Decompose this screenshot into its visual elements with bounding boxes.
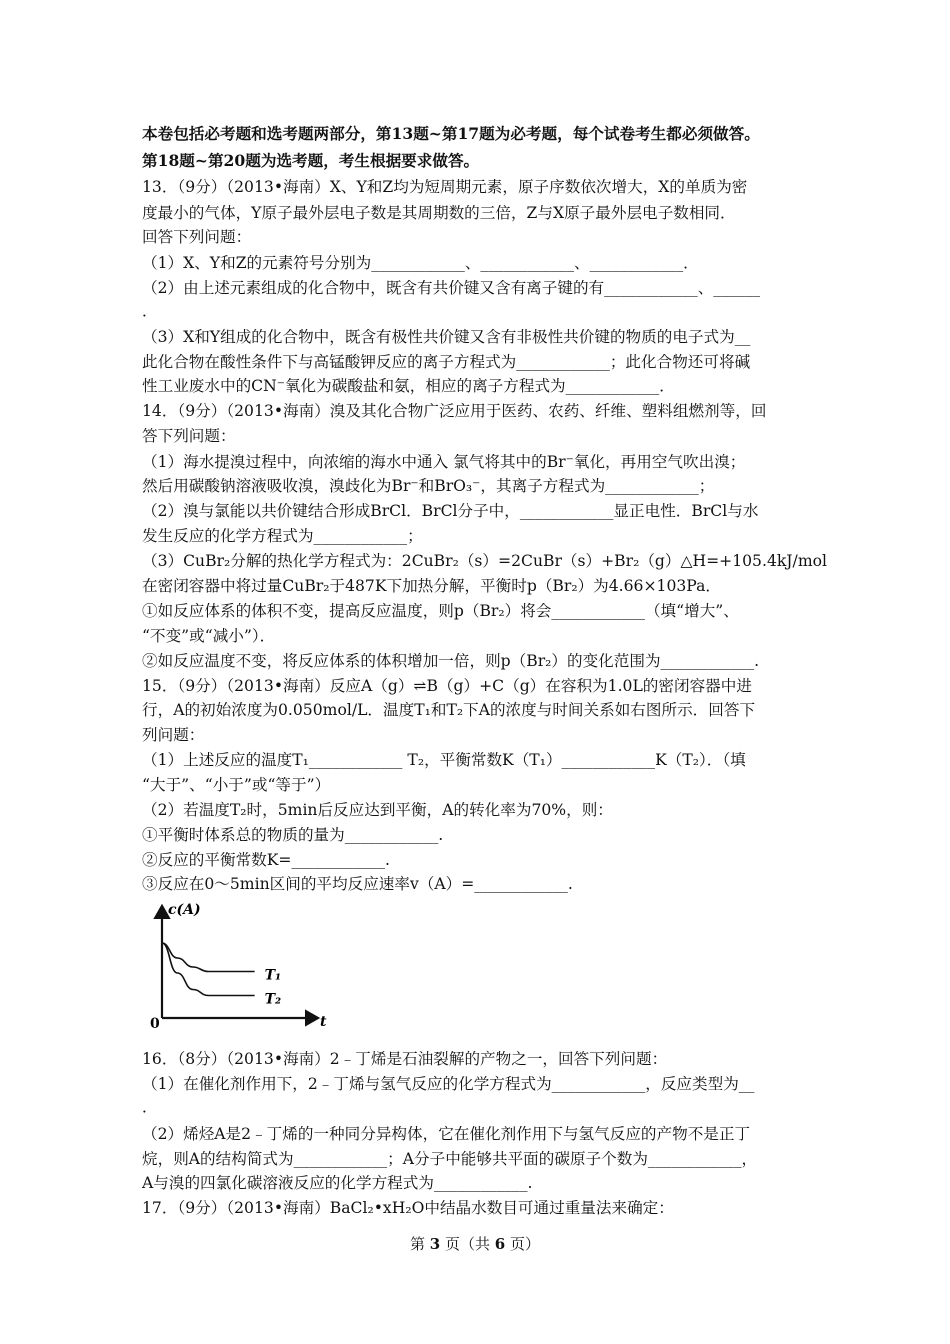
page-number: 3 bbox=[429, 1235, 441, 1253]
q14-line: （1）海水提溴过程中，向浓缩的海水中通入 氯气将其中的Br⁻氧化，再用空气吹出溴； bbox=[142, 453, 746, 471]
page-footer bbox=[0, 1234, 950, 1254]
page-total: 6 bbox=[494, 1235, 506, 1253]
footer-middle: 页（共 bbox=[440, 1235, 495, 1253]
q15-line: 行，A的初始浓度为0.050mol/L．温度T₁和T₂下A的浓度与时间关系如右图所示．回答下 bbox=[142, 701, 756, 719]
q13-line: 此化合物在酸性条件下与高锰酸钾反应的离子方程式为____________；此化合物还可将碱 bbox=[142, 353, 751, 371]
q14-line: 发生反应的化学方程式为____________； bbox=[142, 527, 423, 545]
q15-line: （1）上述反应的温度T₁____________ T₂，平衡常数K（T₁）____________K（T₂）．（填 bbox=[142, 751, 746, 769]
q15-line: ①平衡时体系总的物质的量为____________. bbox=[142, 826, 444, 844]
origin-label: 0 bbox=[150, 1016, 160, 1030]
q15-line: ③反应在0～5min区间的平均反应速率v（A）=____________. bbox=[142, 875, 573, 893]
q14-line: 然后用碳酸钠溶液吸收溴，溴歧化为Br⁻和BrO₃⁻，其离子方程式为____________； bbox=[142, 477, 715, 495]
q15-line: 列问题： bbox=[142, 726, 205, 744]
q14-line: ②如反应温度不变，将反应体系的体积增加一倍，则p（Br₂）的变化范围为____________. bbox=[142, 652, 760, 670]
series-label-1: T₁ bbox=[264, 967, 282, 984]
q16-line: （1）在催化剂作用下，2﹣丁烯与氢气反应的化学方程式为____________，反应类型为__ bbox=[142, 1075, 755, 1093]
q16-line: A与溴的四氯化碳溶液反应的化学方程式为____________. bbox=[142, 1174, 533, 1192]
q13-line: 13．（9分）（2013•海南）X、Y和Z均为短周期元素，原子序数依次增大，X的单质为密 bbox=[142, 178, 748, 196]
q14-line: （3）CuBr₂分解的热化学方程式为：2CuBr₂（s）=2CuBr（s）+Br₂（g）△H=+105.4kJ/mol bbox=[142, 552, 827, 570]
series-label-2: T₂ bbox=[264, 991, 282, 1008]
q13-line: ． bbox=[142, 302, 158, 320]
q13-line: 回答下列问题： bbox=[142, 228, 252, 246]
q13-line: （3）X和Y组成的化合物中，既含有极性共价键又含有非极性共价键的物质的电子式为__ bbox=[142, 328, 751, 346]
q14-line: （2）溴与氯能以共价键结合形成BrCl．BrCl分子中，____________显正电性．BrCl与水 bbox=[142, 502, 759, 520]
y-axis-label: c(A) bbox=[168, 902, 201, 918]
q13-line: 性工业废水中的CN⁻氧化为碳酸盐和氨，相应的离子方程式为____________． bbox=[142, 377, 675, 395]
q13-line: 度最小的气体，Y原子最外层电子数是其周期数的三倍，Z与X原子最外层电子数相同． bbox=[142, 204, 736, 222]
q16-line: 烷，则A的结构简式为____________；A分子中能够共平面的碳原子个数为____________， bbox=[142, 1150, 758, 1168]
concentration-time-chart bbox=[148, 898, 328, 1030]
series-line-1 bbox=[162, 943, 255, 972]
q16-line: ． bbox=[142, 1098, 158, 1116]
q14-line: 在密闭容器中将过量CuBr₂于487K下加热分解，平衡时p（Br₂）为4.66×103Pa． bbox=[142, 577, 721, 595]
q14-line: “不变”或“减小”）． bbox=[142, 627, 276, 645]
footer-suffix: 页） bbox=[505, 1235, 540, 1253]
q15-line: ②反应的平衡常数K=____________. bbox=[142, 851, 390, 869]
intro-line: 本卷包括必考题和选考题两部分，第13题~第17题为必考题，每个试卷考生都必须做答。 bbox=[142, 124, 760, 143]
q13-line: （2）由上述元素组成的化合物中，既含有共价键又含有离子键的有____________、______ bbox=[142, 279, 761, 297]
q17-line: 17．（9分）（2013•海南）BaCl₂•xH₂O中结晶水数目可通过重量法来确定： bbox=[142, 1199, 674, 1217]
q16-line: 16．（8分）（2013•海南）2﹣丁烯是石油裂解的产物之一，回答下列问题： bbox=[142, 1050, 668, 1068]
series-line-2 bbox=[162, 943, 255, 996]
q15-line: 15．（9分）（2013•海南）反应A（g）⇌B（g）+C（g）在容积为1.0L的密闭容器中进 bbox=[142, 677, 752, 695]
q14-line: 答下列问题： bbox=[142, 427, 236, 445]
q15-line: “大于”、“小于”或“等于”） bbox=[142, 776, 331, 794]
q13-line: （1）X、Y和Z的元素符号分别为____________、____________、____________． bbox=[142, 254, 699, 272]
footer-prefix: 第 bbox=[410, 1235, 430, 1253]
q14-line: ①如反应体系的体积不变，提高反应温度，则p（Br₂）将会____________（填“增大”、 bbox=[142, 602, 739, 620]
intro-line: 第18题~第20题为选考题，考生根据要求做答。 bbox=[142, 151, 480, 170]
x-axis-label: t bbox=[320, 1014, 327, 1030]
q14-line: 14．（9分）（2013•海南）溴及其化合物广泛应用于医药、农药、纤维、塑料组燃剂等，回 bbox=[142, 402, 767, 420]
q15-line: （2）若温度T₂时，5min后反应达到平衡，A的转化率为70%，则： bbox=[142, 801, 613, 819]
q16-line: （2）烯烃A是2﹣丁烯的一种同分异构体，它在催化剂作用下与氢气反应的产物不是正丁 bbox=[142, 1125, 751, 1143]
